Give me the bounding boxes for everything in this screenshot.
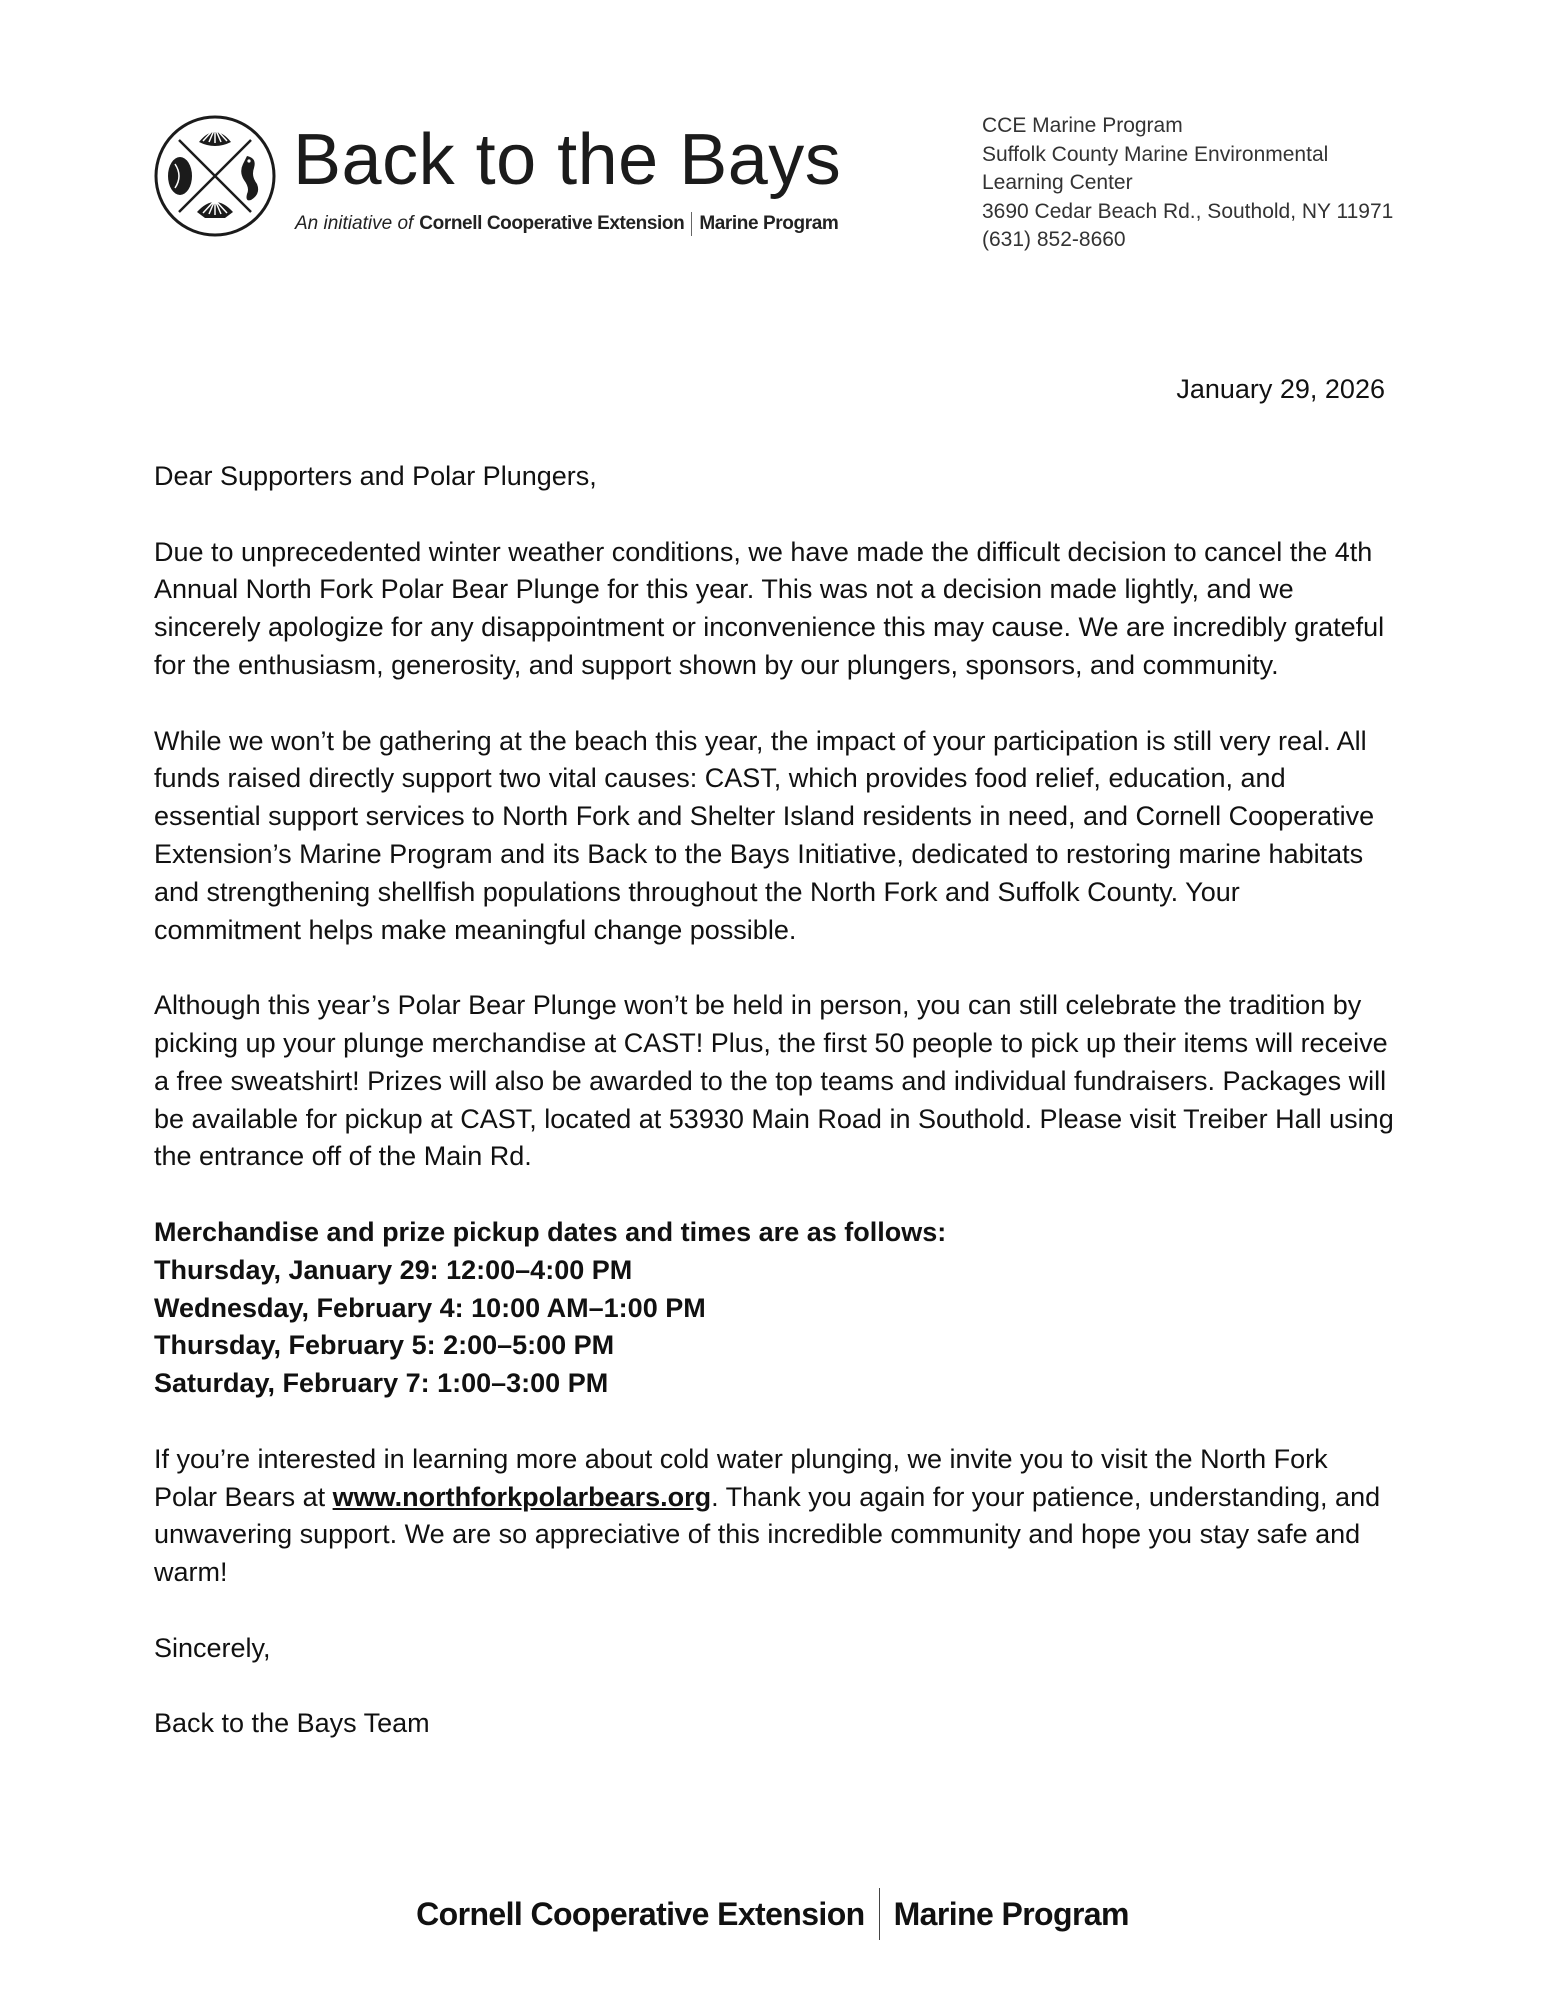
shellfish-seal-icon [153, 114, 277, 238]
polar-bears-website-link[interactable]: www.northforkpolarbears.org [332, 1481, 712, 1512]
letter-body [154, 458, 1394, 1781]
logo-title: Back to the Bays [293, 120, 842, 200]
back-to-the-bays-logo [153, 114, 842, 244]
tagline-program: Marine Program [699, 213, 839, 234]
closing: Sincerely, [154, 1632, 271, 1663]
tagline-prefix: An initiative of [295, 213, 414, 234]
schedule-item: Saturday, February 7: 1:00–3:00 PM [154, 1368, 609, 1399]
pickup-schedule [154, 1214, 1394, 1403]
paragraph-4-before: If you’re interested in learning more about cold water plunging, we invite you to visit the North Fork Polar Bears at [154, 1443, 1328, 1512]
schedule-item: Wednesday, February 4: 10:00 AM–1:00 PM [154, 1292, 706, 1323]
address-line: Suffolk County Marine Environmental [982, 142, 1329, 166]
address-line: 3690 Cedar Beach Rd., Southold, NY 11971 [982, 199, 1394, 223]
schedule-item: Thursday, February 5: 2:00–5:00 PM [154, 1330, 615, 1361]
paragraph-cancellation: Due to unprecedented winter weather conditions, we have made the difficult decision to cancel the 4th Annual North Fork Polar Bear Plunge for this year. This was not a decision made lightly, and we sincerely apologize for any disappointment or inconvenience this may cause. We are incredibly grateful for the enthusiasm, generosity, and support shown by our plungers, sponsors, and community. [154, 536, 1385, 680]
paragraph-4-after: . Thank you again for your patience, understanding, and unwavering support. We are so appreciative of this incredible community and hope you stay safe and warm! [154, 1481, 1381, 1588]
footer-org: Cornell Cooperative Extension [416, 1895, 865, 1932]
footer-wordmark [0, 1888, 1545, 1940]
tagline-org: Cornell Cooperative Extension [419, 213, 685, 234]
logo-tagline [295, 212, 838, 236]
paragraph-closing-remarks [154, 1441, 1394, 1592]
schedule-heading: Merchandise and prize pickup dates and times are as follows: [154, 1216, 947, 1247]
address-line: (631) 852-8660 [982, 228, 1126, 251]
salutation: Dear Supporters and Polar Plungers, [154, 461, 597, 491]
schedule-item: Thursday, January 29: 12:00–4:00 PM [154, 1254, 633, 1285]
paragraph-pickup: Although this year’s Polar Bear Plunge won’t be held in person, you can still celebrate the tradition by picking up your plunge merchandise at CAST! Plus, the first 50 people to pick up their items will receive a free sweatshirt! Prizes will also be awarded to the top teams and individual fundraisers. Packages will be available for pickup at CAST, located at 53930 Main Road in Southold. Please visit Treiber Hall using the entrance off of the Main Rd. [154, 990, 1394, 1172]
return-address [982, 112, 1393, 255]
address-line: CCE Marine Program [982, 114, 1183, 137]
signature: Back to the Bays Team [154, 1708, 430, 1739]
letter-date: January 29, 2026 [1176, 374, 1385, 404]
footer-divider [879, 1888, 880, 1940]
footer-program: Marine Program [893, 1895, 1129, 1932]
paragraph-impact: While we won’t be gathering at the beach this year, the impact of your participation is still very real. All funds raised directly support two vital causes: CAST, which provides food relief, education, and essential support services to North Fork and Shelter Island residents in need, and Cornell Cooperative Extension’s Marine Program and its Back to the Bays Initiative, dedicated to restoring marine habitats and strengthening shellfish populations throughout the North Fork and Suffolk County. Your commitment helps make meaningful change possible. [154, 725, 1375, 945]
address-line: Learning Center [982, 171, 1133, 194]
tagline-divider [691, 212, 692, 236]
